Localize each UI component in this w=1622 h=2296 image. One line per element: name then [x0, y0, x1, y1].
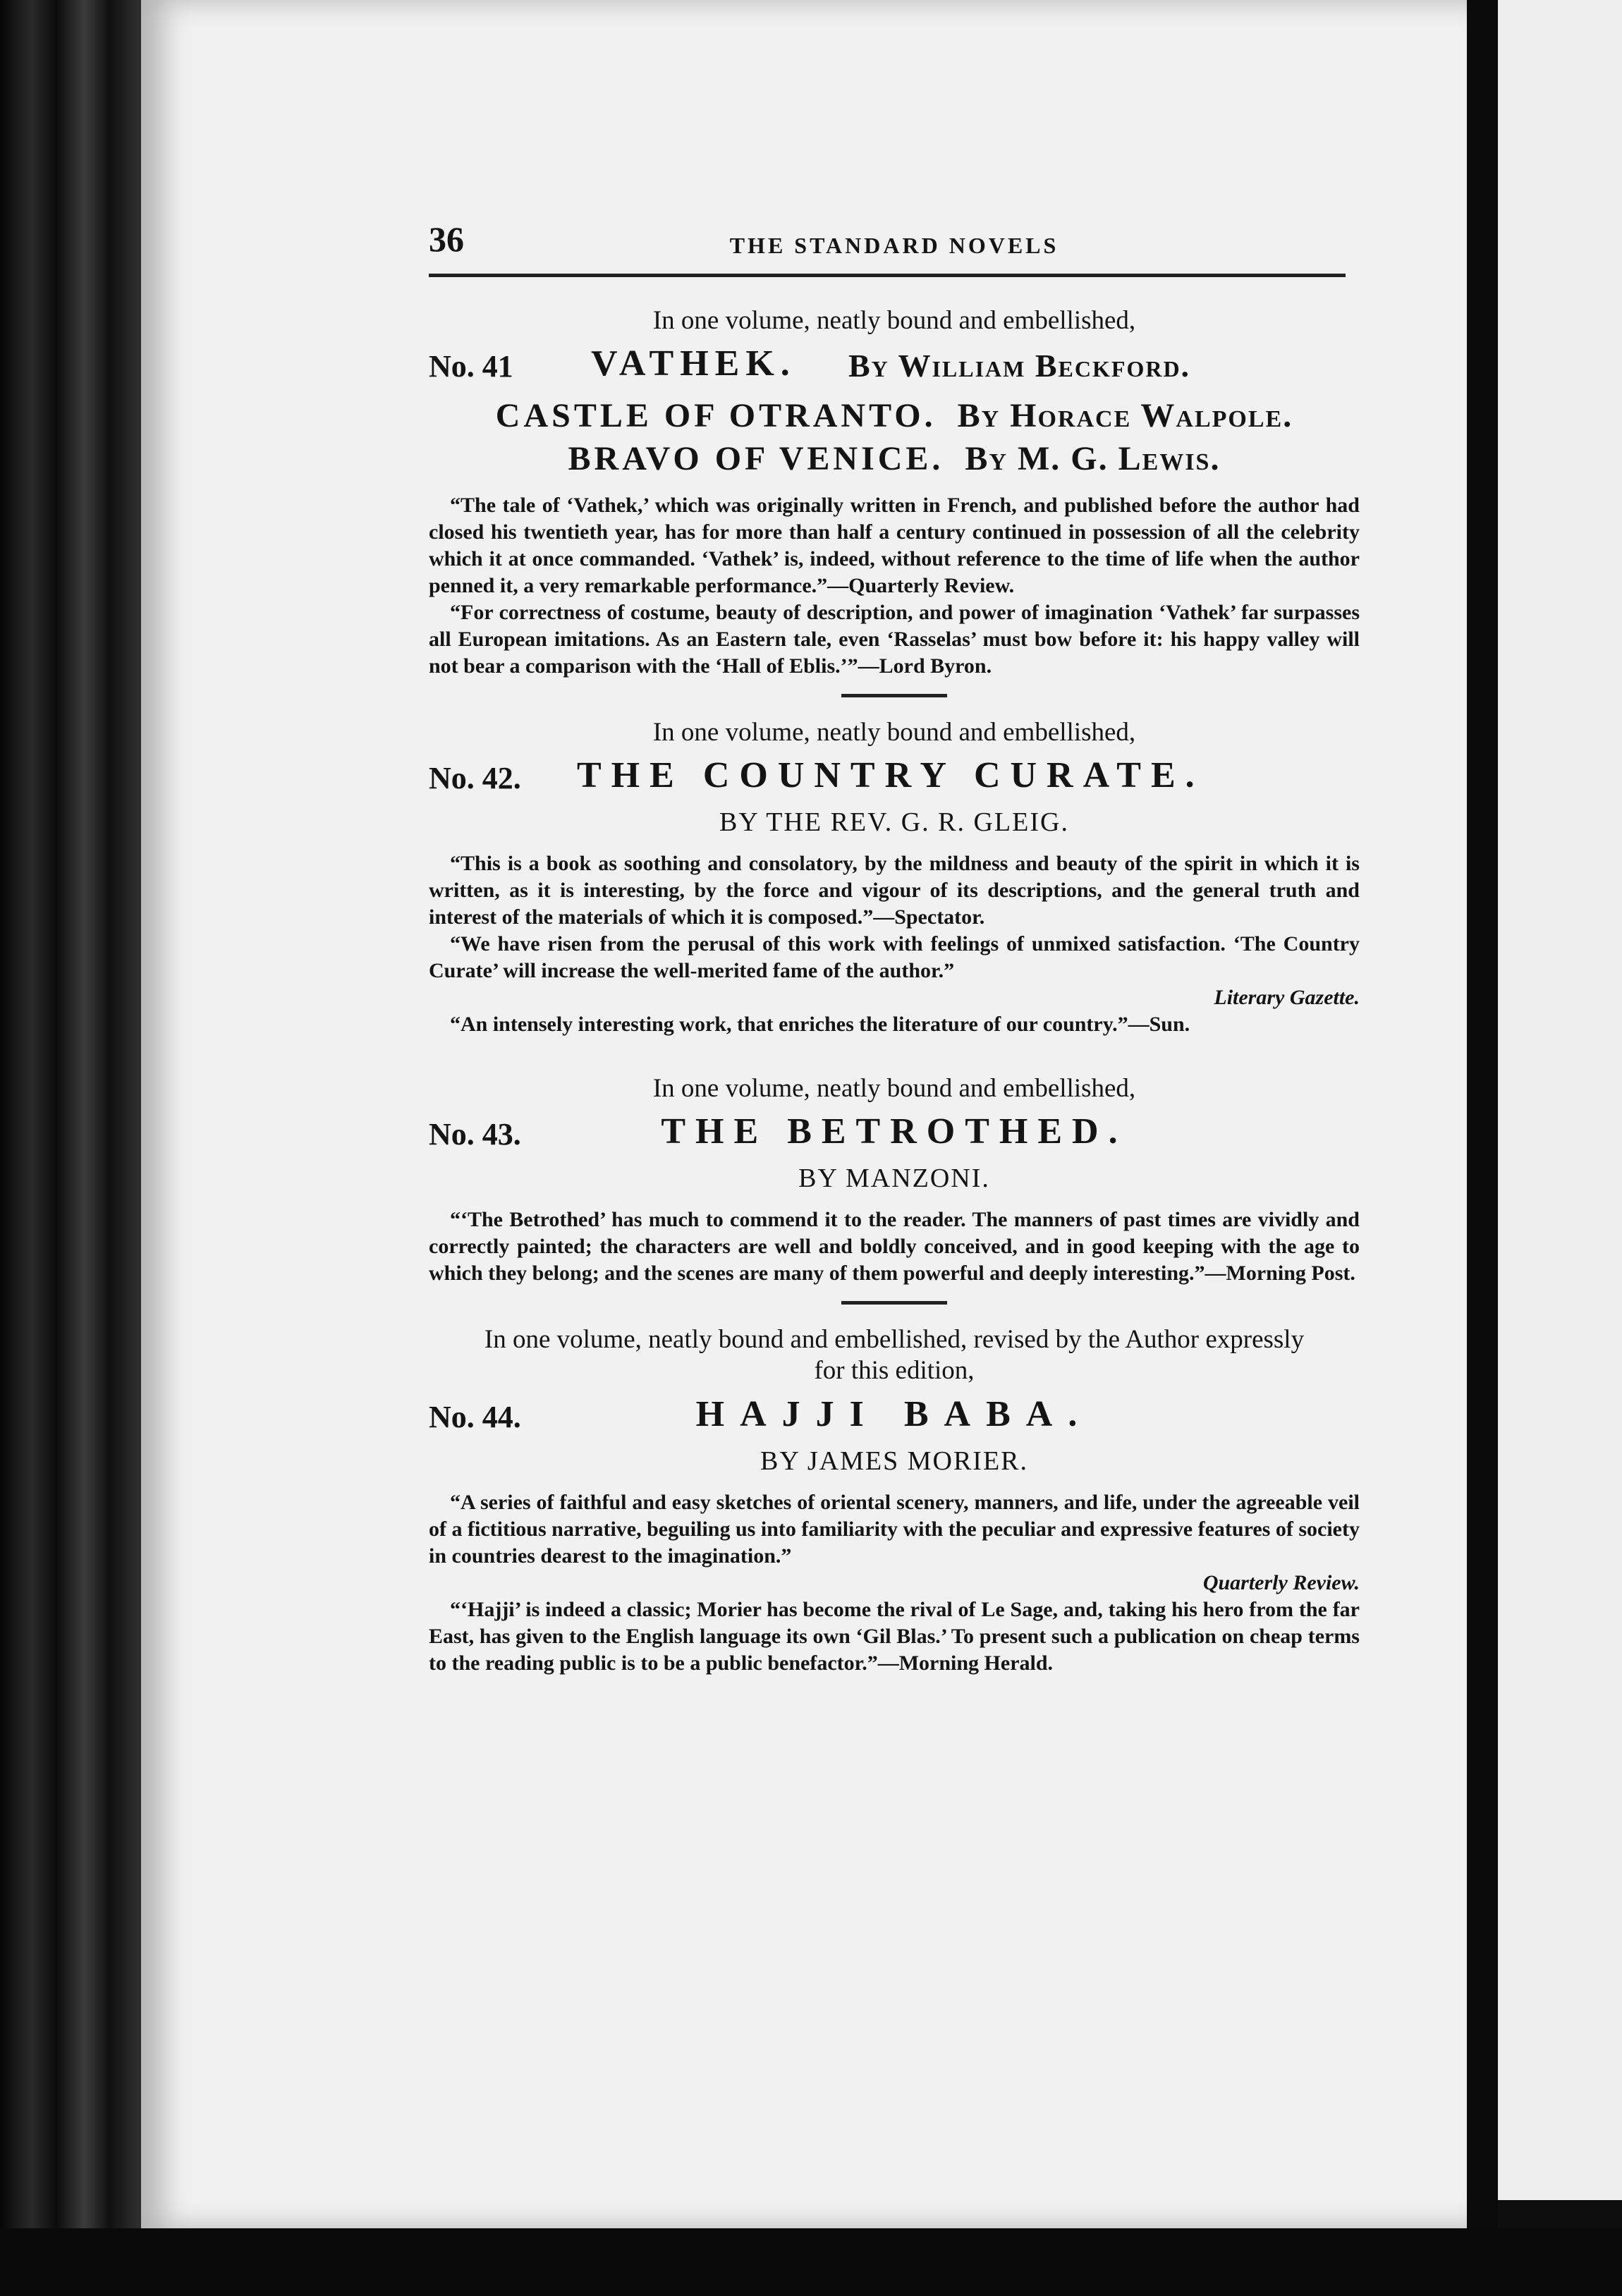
- entry-number: No. 42.: [429, 761, 521, 795]
- review-quote: “‘Hajji’ is indeed a classic; Morier has become the rival of Le Sage, and, taking his hero from the far East, has given to the English language its own ‘Gil Blas.’ To present such a publication on cheap terms to the reading public is to be a public benefactor.”—Morning Herald.: [429, 1598, 1360, 1675]
- entry-title-line: [429, 1111, 1360, 1160]
- scan-background: [0, 2228, 1622, 2296]
- entry-title: THE COUNTRY CURATE.: [577, 755, 1205, 795]
- review-quote: “An intensely interesting work, that enriches the literature of our country.”—Sun.: [450, 1013, 1190, 1036]
- entry-title-secondary: [429, 396, 1360, 435]
- entry-author: BY JAMES MORIER.: [760, 1446, 1029, 1476]
- entry-author: BY THE REV. G. R. GLEIG.: [719, 807, 1069, 837]
- entry-author: By Horace Walpole.: [957, 397, 1293, 434]
- entry-title: HAJJI BABA.: [695, 1394, 1093, 1434]
- entry-title: THE BETROTHED.: [661, 1111, 1128, 1152]
- entry-intro: In one volume, neatly bound and embellished,: [652, 306, 1136, 335]
- page-header: [429, 219, 1360, 268]
- entry-title-line: [429, 343, 1360, 392]
- section-divider: [841, 1301, 947, 1305]
- entry-author: By William Beckford.: [848, 348, 1191, 384]
- entry-author: By M. G. Lewis.: [965, 440, 1221, 477]
- review-quote: “We have risen from the perusal of this work with feelings of unmixed satisfaction. ‘The Country Curate’ will increase the well-merited fame of the author.”: [429, 932, 1360, 982]
- review-source: Literary Gazette.: [1214, 986, 1360, 1009]
- entry-number: No. 41: [429, 349, 513, 384]
- review-quote: “For correctness of costume, beauty of description, and power of imagination ‘Vathek’ far surpasses all European imitations. As an Eastern tale, even ‘Rasselas’ must bow before it: his happy valley will not bear a comparison with the ‘Hall of Eblis.’”—Lord Byron.: [429, 601, 1360, 678]
- entry-intro: In one volume, neatly bound and embellished, revised by the Author expressly for this edition,: [484, 1325, 1305, 1385]
- review-quote: “This is a book as soothing and consolatory, by the mildness and beauty of the spirit in which it is written, as it is interesting, by the force and vigour of its descriptions, and the general truth and interest of the materials of which it is composed.”—Spectator.: [429, 852, 1360, 929]
- entry-title: VATHEK.: [591, 343, 796, 384]
- entry-intro: In one volume, neatly bound and embellished,: [652, 718, 1136, 747]
- page-number: 36: [429, 219, 464, 259]
- entry-44: [429, 1324, 1360, 1677]
- review-quote: “The tale of ‘Vathek,’ which was originally written in French, and published before the author had closed his twentieth year, has for more than half a century continued in possession of all the celebrity which it at once commanded. ‘Vathek’ is, indeed, without reference to the time of life when the author penned it, a very remarkable performance.”—Quarterly Review.: [429, 494, 1360, 597]
- facing-page-edge: [1498, 0, 1622, 2200]
- entry-title-line: [429, 755, 1360, 804]
- entry-43: [429, 1073, 1360, 1287]
- entry-42: [429, 717, 1360, 1038]
- review-quote: “‘The Betrothed’ has much to commend it to the reader. The manners of past times are vividly and correctly painted; the characters are well and boldly conceived, and in good keeping with the age to which they belong; and the scenes are many of them powerful and deeply interesting.”—Morning Post.: [429, 1208, 1360, 1285]
- review-quote: “A series of faithful and easy sketches of oriental scenery, manners, and life, under the agreeable veil of a fictitious narrative, beguiling us into familiarity with the peculiar and expressive features of society in countries dearest to the imagination.”: [429, 1491, 1360, 1568]
- entry-title-secondary: [429, 439, 1360, 478]
- entry-41: [429, 305, 1360, 680]
- entry-title: BRAVO OF VENICE.: [568, 440, 944, 477]
- running-head: THE STANDARD NOVELS: [729, 233, 1059, 258]
- entry-number: No. 44.: [429, 1400, 521, 1434]
- entry-number: No. 43.: [429, 1117, 521, 1152]
- entry-title-line: [429, 1393, 1360, 1443]
- entry-author: BY MANZONI.: [798, 1164, 990, 1193]
- header-rule: [429, 274, 1346, 277]
- section-divider: [841, 694, 947, 697]
- entry-intro: In one volume, neatly bound and embellished,: [652, 1074, 1136, 1103]
- review-source: Quarterly Review.: [1202, 1571, 1360, 1594]
- entry-title: CASTLE OF OTRANTO.: [495, 397, 937, 434]
- page-content: [429, 219, 1360, 1677]
- book-gutter: [1467, 0, 1498, 2296]
